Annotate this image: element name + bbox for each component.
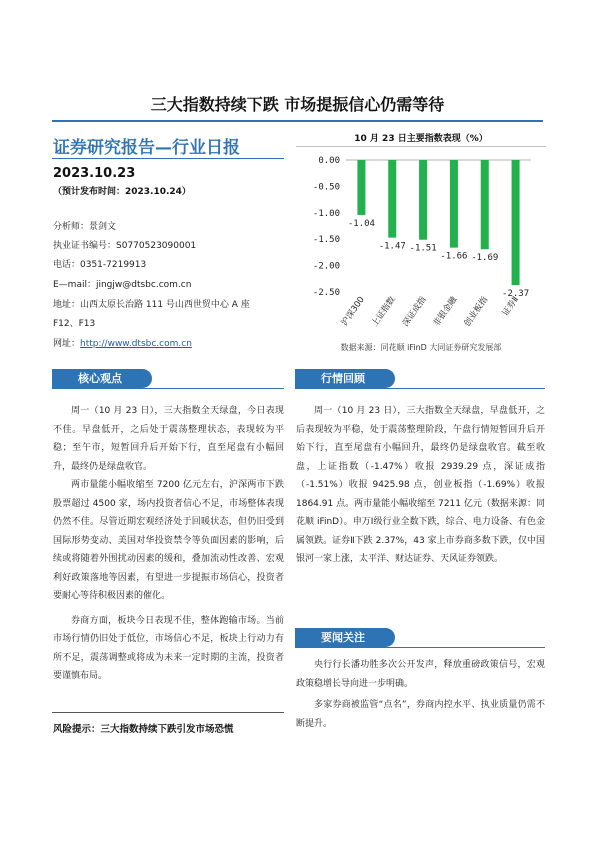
- website-row: [53, 336, 192, 349]
- market-heading-divider: [295, 388, 545, 389]
- address-line-1: 地址：山西太原长治路 111 号山西世贸中心 A 座: [53, 300, 250, 310]
- chart-svg: [296, 147, 546, 339]
- bar-value-label: -1.47: [378, 241, 406, 252]
- category-label: 非银金融: [431, 294, 460, 329]
- y-tick-label: -2.50: [312, 288, 340, 298]
- bar-6: [512, 160, 520, 285]
- bar-value-label: -1.69: [471, 253, 499, 264]
- bar-1: [357, 160, 365, 215]
- report-title-divider: [52, 158, 284, 159]
- phone-number: 电话：0351-7219913: [53, 260, 147, 270]
- y-tick-label: -1.00: [312, 208, 340, 219]
- publish-time-note: （预计发布时间：2023.10.24）: [53, 187, 191, 197]
- category-label: 证券Ⅱ: [500, 294, 522, 319]
- index-performance-chart: [296, 146, 546, 338]
- bar-4: [450, 160, 458, 248]
- email-address: E—mail：jingjw@dtsbc.com.cn: [53, 280, 192, 290]
- news-body: [296, 656, 545, 733]
- news-heading-divider: [295, 647, 545, 648]
- bar-2: [388, 160, 396, 238]
- category-label: 上证指数: [370, 294, 398, 329]
- title-divider: [52, 120, 543, 122]
- risk-top-divider: [52, 712, 284, 713]
- risk-warning: 风险提示：三大指数持续下跌引发市场恐慌: [53, 724, 234, 735]
- market-review-body: [296, 402, 545, 569]
- category-label: 沪深300: [339, 294, 367, 328]
- analyst-name: 分析师：景剑文: [53, 222, 117, 232]
- bar-value-label: -1.04: [347, 218, 375, 229]
- website-label: 网址：: [53, 339, 81, 349]
- market-paragraph: 周一（10 月 23 日），三大指数全天绿盘，早盘低开，之后表现较为平稳，处于震荡整理阶段，午盘行情短暂回升后开始下行，直至尾盘有小幅回升，最终仍是绿盘收官。截至收盘，上证指数（-1.47%）收报 2939.29 点，深证成指（-1.51%）收报 9425.98 点，创业板指（-1.69%）收报 1864.91 点。两市量能小幅收缩至 7211 亿元（数据来源：同花顺 iFinD）。申万Ⅰ级行业全数下跌，综合、电力设备、有色金属领跌。证券Ⅱ下跌 2.37%，43 家上市券商多数下跌，仅中国银河一家上涨，太平洋、财达证券、天风证券领跌。: [296, 406, 545, 564]
- category-label: 创业板指: [462, 294, 491, 329]
- report-date: 2023.10.23: [53, 166, 136, 181]
- core-viewpoint-body: [53, 402, 284, 686]
- y-tick-label: -0.50: [312, 182, 340, 193]
- report-type-title: 证券研究报告—行业日报: [53, 138, 240, 158]
- core-heading-divider: [52, 388, 284, 389]
- core-viewpoint-heading: 核心观点: [52, 369, 152, 388]
- chart-source: 数据来源：同花顺 iFinD 大同证券研究发展部: [340, 343, 502, 352]
- certificate-number: 执业证书编号：S0770523090001: [53, 241, 197, 251]
- document-title: 三大指数持续下跌 市场提振信心仍需等待: [150, 95, 445, 114]
- bar-5: [481, 160, 489, 249]
- y-tick-label: 0.00: [318, 156, 340, 166]
- core-paragraph-2: 两市量能小幅收缩至 7200 亿元左右，沪深两市下跌股票超过 4500 家，场内投资者信心不足，市场整体表现仍然不佳。尽管近期宏观经济处于回暖状态，但仍旧受到国际形势变动、美国对华投资禁令等负面因素的影响，后续或将随着外围扰动因素的缓和，叠加流动性改善、宏观利好政策落地等因素，有望进一步提振市场信心，投资者要耐心等待积极因素的催化。: [53, 480, 284, 601]
- bar-3: [419, 160, 427, 240]
- core-paragraph-3: 券商方面，板块今日表现不佳，整体跑输市场。当前市场行情仍旧处于低位，市场信心不足，板块上行动力有所不足，震荡调整或将成为未来一定时期的主流，投资者要谨慎布局。: [53, 615, 284, 681]
- bar-value-label: -1.51: [409, 243, 437, 254]
- category-label: 深证成指: [400, 294, 429, 329]
- bar-value-label: -1.66: [440, 251, 468, 262]
- market-review-heading: 行情回顾: [295, 369, 395, 388]
- address-line-2: F12、F13: [53, 319, 96, 329]
- website-link[interactable]: http://www.dtsbc.com.cn: [80, 339, 192, 349]
- news-heading: 要闻关注: [295, 628, 395, 647]
- y-tick-label: -1.50: [312, 235, 340, 246]
- core-paragraph-1: 周一（10 月 23 日），三大指数全天绿盘，今日表现不佳。早盘低开，之后处于震荡整理状态，表现较为平稳；至午市，短暂回升后开始下行，直至尾盘有小幅回升，最终仍是绿盘收官。: [53, 406, 284, 472]
- y-tick-label: -2.00: [312, 261, 340, 272]
- news-paragraph-2: 多家券商被监管“点名”，券商内控水平、执业质量仍需不断提升。: [296, 700, 545, 729]
- chart-title: 10 月 23 日主要指数表现（%）: [354, 134, 488, 144]
- bar-value-label: -2.37: [502, 289, 530, 300]
- news-paragraph-1: 央行行长潘功胜多次公开发声，释放重磅政策信号，宏观政策稳增长导向进一步明确。: [296, 660, 545, 689]
